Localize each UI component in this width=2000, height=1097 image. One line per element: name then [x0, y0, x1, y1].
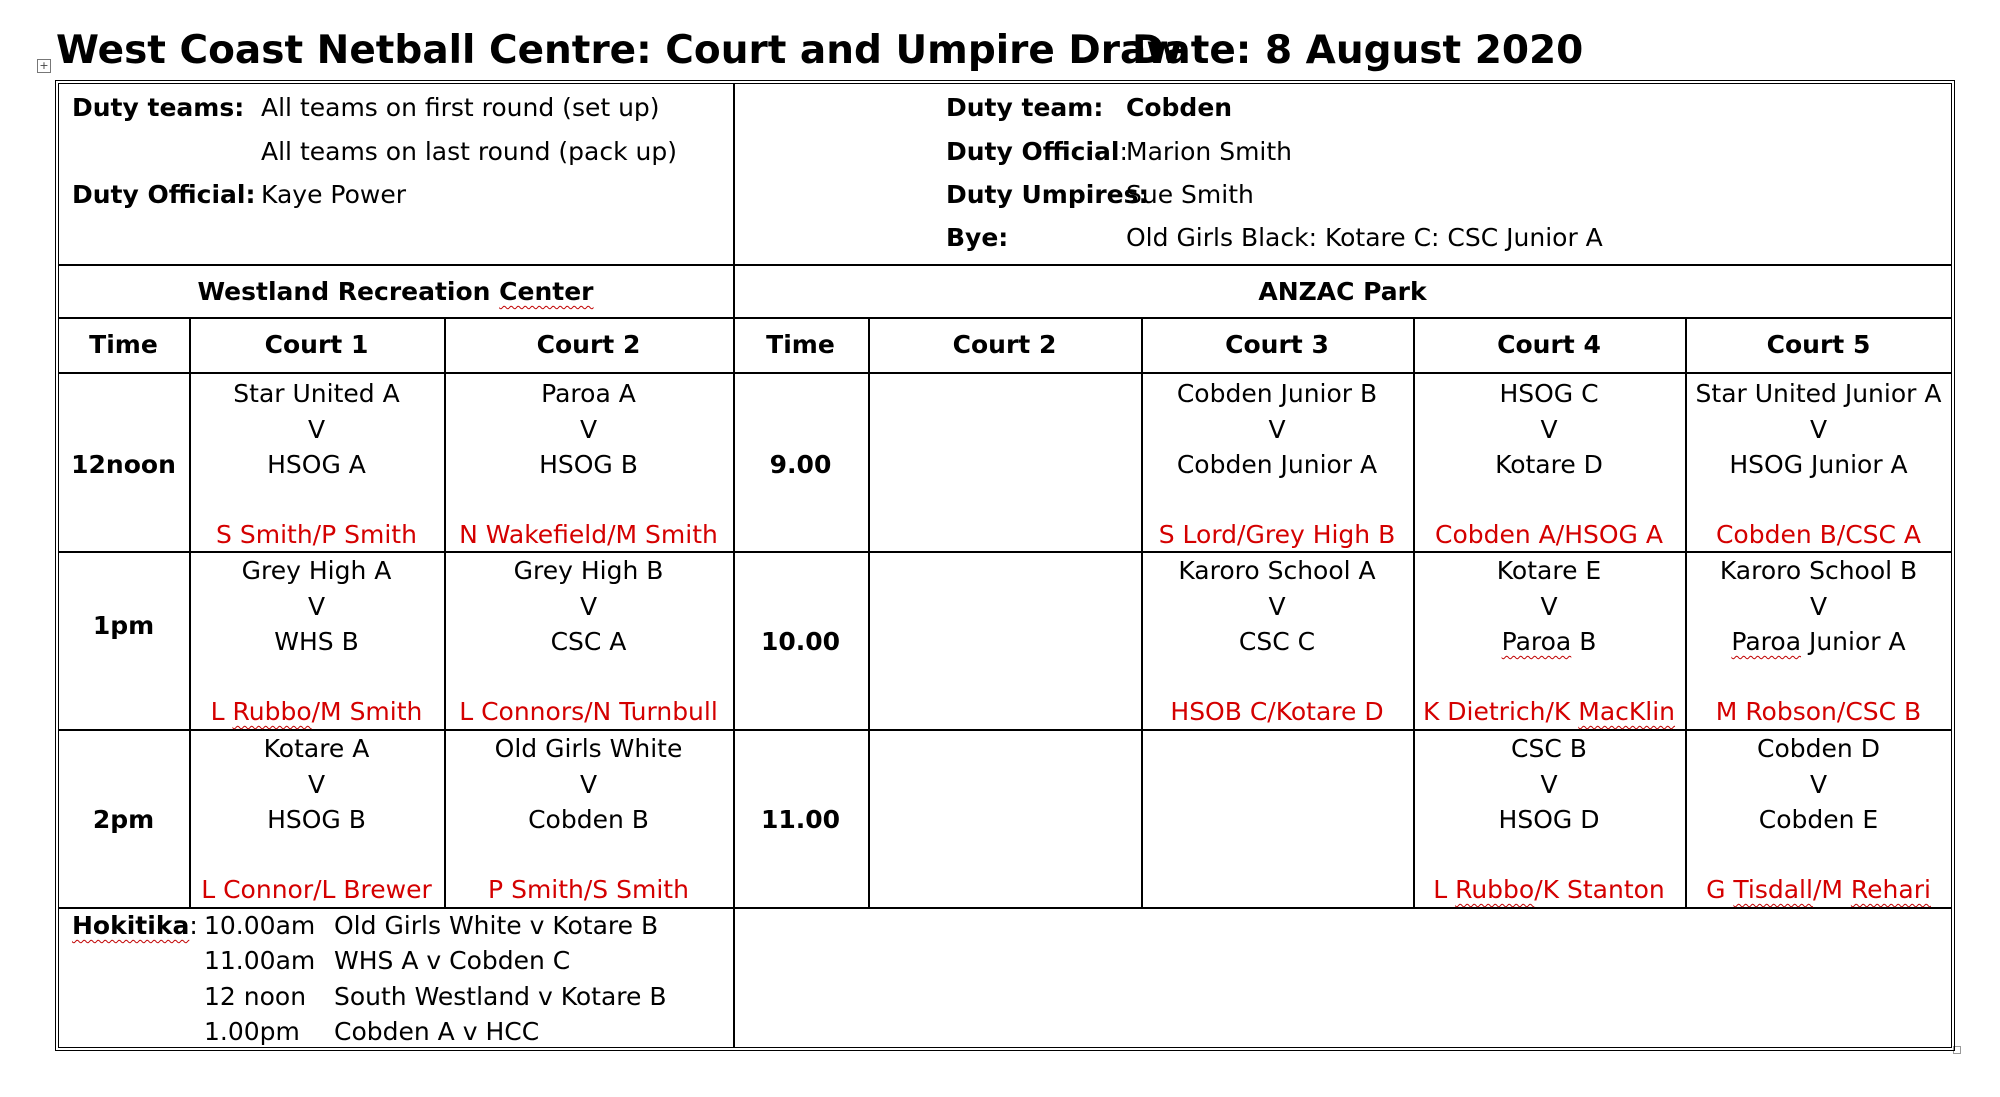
match-team-home: Old Girls White — [494, 734, 683, 763]
match-team-home: Grey High A — [241, 556, 392, 585]
duty-official-value-right: Marion Smith — [1126, 137, 1293, 166]
hokitika-time: 12 noon — [204, 982, 307, 1011]
match-versus: V — [307, 592, 326, 621]
match-umpires: L Rubbo/K Stanton — [1433, 875, 1665, 904]
hokitika-time: 1.00pm — [204, 1017, 300, 1046]
match-team-home: HSOG C — [1499, 379, 1599, 408]
match-team-away: HSOG A — [267, 450, 366, 479]
match-team-home: Cobden D — [1757, 734, 1880, 763]
header-court4: Court 4 — [1497, 330, 1601, 359]
hokitika-match: Old Girls White v Kotare B — [334, 911, 659, 940]
match-team-away: HSOG B — [267, 805, 366, 834]
match-versus: V — [1809, 770, 1828, 799]
match-team-home: Star United A — [233, 379, 400, 408]
match-umpires: L Connors/N Turnbull — [459, 697, 718, 726]
header-court2-left: Court 2 — [536, 330, 641, 359]
match-versus: V — [1809, 592, 1828, 621]
match-team-away: WHS B — [274, 627, 359, 656]
match-team-home: Kotare A — [263, 734, 370, 763]
match-versus: V — [579, 592, 598, 621]
match-versus: V — [307, 415, 326, 444]
match-team-away: Paroa B — [1501, 627, 1597, 656]
match-team-away: HSOG Junior A — [1729, 450, 1908, 479]
duty-team-value: Cobden — [1126, 93, 1233, 122]
match-versus: V — [1540, 592, 1558, 621]
duty-teams-line1: All teams on first round (set up) — [261, 93, 660, 122]
match-umpires: G Tisdall/M Rehari — [1706, 875, 1931, 904]
table-move-handle[interactable]: + — [37, 59, 51, 73]
match-umpires: P Smith/S Smith — [488, 875, 689, 904]
match-umpires: L Rubbo/M Smith — [210, 697, 423, 726]
match-team-away: CSC A — [550, 627, 627, 656]
match-team-away: Kotare D — [1495, 450, 1603, 479]
time-left-row2: 1pm — [92, 611, 155, 640]
match-umpires: Cobden A/HSOG A — [1435, 520, 1663, 549]
hokitika-time: 10.00am — [204, 911, 316, 940]
time-right-row3: 11.00 — [760, 805, 841, 834]
match-versus: V — [1809, 415, 1828, 444]
match-team-home: Grey High B — [513, 556, 664, 585]
duty-umpires-value: Sue Smith — [1126, 180, 1254, 209]
duty-teams-label: Duty teams: — [72, 93, 245, 122]
duty-official-label: Duty Official: — [72, 180, 256, 209]
match-versus: V — [579, 770, 598, 799]
match-team-home: CSC B — [1511, 734, 1587, 763]
match-umpires: S Lord/Grey High B — [1158, 520, 1396, 549]
header-court2-right: Court 2 — [952, 330, 1057, 359]
venue-anzac-park: ANZAC Park — [1258, 277, 1427, 306]
match-versus: V — [1540, 770, 1558, 799]
duty-team-label: Duty team: — [946, 93, 1104, 122]
match-team-home: Karoro School A — [1178, 556, 1376, 585]
match-umpires: L Connor/L Brewer — [201, 875, 432, 904]
venue-westland: Westland Recreation Center — [197, 277, 594, 306]
match-umpires: K Dietrich/K MacKlin — [1422, 697, 1676, 726]
match-versus: V — [307, 770, 326, 799]
match-team-home: Karoro School B — [1719, 556, 1918, 585]
match-team-home: Star United Junior A — [1695, 379, 1942, 408]
bye-label: Bye: — [946, 223, 1009, 252]
match-umpires: N Wakefield/M Smith — [459, 520, 718, 549]
hokitika-match: South Westland v Kotare B — [334, 982, 667, 1011]
document-title: West Coast Netball Centre: Court and Umpire Draw — [56, 28, 1183, 73]
match-team-away: HSOG D — [1498, 805, 1600, 834]
match-versus: V — [1268, 415, 1286, 444]
match-umpires: HSOB C/Kotare D — [1170, 697, 1384, 726]
match-team-away: Cobden E — [1758, 805, 1879, 834]
time-left-row1: 12noon — [71, 450, 176, 479]
match-umpires: M Robson/CSC B — [1715, 697, 1922, 726]
match-team-away: Cobden B — [528, 805, 649, 834]
match-team-home: Cobden Junior B — [1176, 379, 1378, 408]
time-right-row2: 10.00 — [760, 627, 841, 656]
match-umpires: Cobden B/CSC A — [1715, 520, 1922, 549]
hokitika-time: 11.00am — [204, 946, 316, 975]
hokitika-label: Hokitika: — [72, 911, 198, 940]
match-versus: V — [579, 415, 598, 444]
match-team-away: CSC C — [1238, 627, 1316, 656]
match-team-away: Paroa Junior A — [1731, 627, 1906, 656]
match-team-home: Kotare E — [1496, 556, 1602, 585]
header-time-right: Time — [766, 330, 835, 359]
match-versus: V — [1268, 592, 1286, 621]
document-date: Date: 8 August 2020 — [1132, 28, 1584, 73]
match-team-away: HSOG B — [539, 450, 638, 479]
match-umpires: S Smith/P Smith — [216, 520, 417, 549]
match-versus: V — [1540, 415, 1558, 444]
bye-value: Old Girls Black: Kotare C: CSC Junior A — [1126, 223, 1603, 252]
duty-umpires-label: Duty Umpires: — [946, 180, 1149, 209]
header-court3: Court 3 — [1225, 330, 1329, 359]
hokitika-match: WHS A v Cobden C — [334, 946, 571, 975]
duty-official-value: Kaye Power — [261, 180, 406, 209]
time-right-row1: 9.00 — [769, 450, 832, 479]
match-team-away: Cobden Junior A — [1176, 450, 1378, 479]
hokitika-match: Cobden A v HCC — [334, 1017, 540, 1046]
match-team-home: Paroa A — [541, 379, 636, 408]
header-court1: Court 1 — [264, 330, 369, 359]
time-left-row3: 2pm — [92, 805, 155, 834]
duty-official-label-right: Duty Official: — [946, 137, 1128, 166]
header-time-left: Time — [89, 330, 158, 359]
duty-teams-line2: All teams on last round (pack up) — [261, 137, 678, 166]
header-court5: Court 5 — [1766, 330, 1871, 359]
